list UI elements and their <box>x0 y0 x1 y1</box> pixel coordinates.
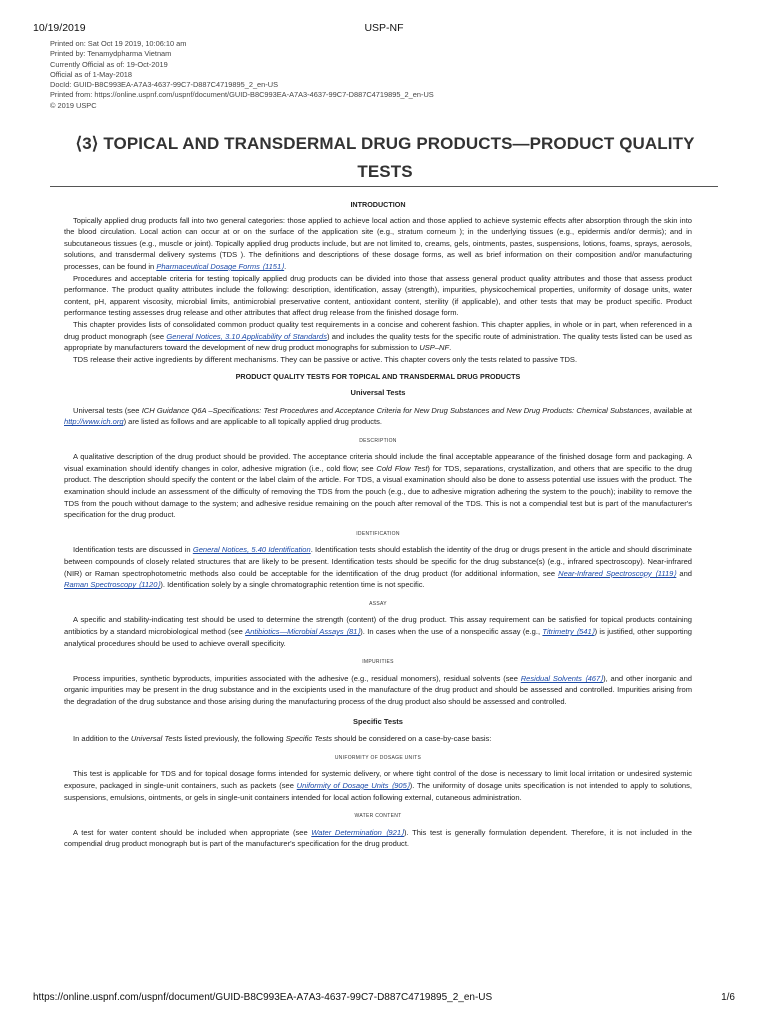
paragraph: A qualitative description of the drug product should be provided. The acceptance criteria should include the final acceptable appearance of the finished dosage form and packaging. A visual examination should identify changes in color, adhesive migration (i.e., cold flow; see Cold Flow Test) for TDS, separations, crystallization, and others that are specific to the drug product. The description should specify the content or the label claim of the article. For TDS, a visual examination should also be done to assess potential use issues with the product. The examination should include an assessment of the difficulty of removing the TDS from the pouch (e.g., due to adhesive migration adhering the system to the pouch); inability to remove the TDS from the pouch without damage to the system; and adhesive residue remaining on the pouch after removal of the TDS. This is not a compendial test but is part of the manufacturer's specification for the drug product. <box>64 452 692 520</box>
label-description: DESCRIPTION <box>359 437 397 444</box>
chapter-body <box>64 199 692 850</box>
link-water-determination[interactable]: Water Determination ⟨921⟩ <box>311 827 404 837</box>
paragraph: Identification tests are discussed in General Notices, 5.40 Identification. Identification tests should establish the identity of the drug or drugs present in the article and should discriminate between compounds of closely related structures that are likely to be present. Identification tests should be specific for the drug substance(s) (e.g., infrared spectroscopy). Near-infrared (NIR) or Raman spectrophotometric methods also could be acceptable for the identification of the drug product (for additional information, see Near-Infrared Spectroscopy ⟨1119⟩ and Raman Spectroscopy ⟨1120⟩). Identification solely by a single chromatographic retention time is not specific. <box>64 545 692 590</box>
chapter-title <box>50 130 720 186</box>
link-near-infrared-spectroscopy[interactable]: Near-Infrared Spectroscopy ⟨1119⟩ <box>558 568 677 578</box>
chapter-title-line1: ⟨3⟩ TOPICAL AND TRANSDERMAL DRUG PRODUCTS—PRODUCT QUALITY <box>75 134 695 153</box>
link-raman-spectroscopy[interactable]: Raman Spectroscopy ⟨1120⟩ <box>64 580 161 590</box>
meta-printed-by: Printed by: Tenamydpharma Vietnam <box>50 49 172 59</box>
link-applicability-of-standards[interactable]: General Notices, 3.10 Applicability of Standards <box>166 331 327 341</box>
link-antibiotics-microbial-assays[interactable]: Antibiotics—Microbial Assays ⟨81⟩ <box>245 627 361 636</box>
meta-currently-official: Currently Official as of: 19-Oct-2019 <box>50 59 168 69</box>
paragraph: Process impurities, synthetic byproducts, impurities associated with the adhesive (e.g., residual monomers), residual solvents (see Residual Solvents ⟨467⟩), and other inorganic and organic impurities may be present in the drug substance and in the excipients used in the manufacture of the drug product and should be assessed and controlled. Impurities arising from the degradation of the drug substance and those arising during the manufacturing process of the drug product also should be assessed and controlled. <box>64 673 692 706</box>
label-water-content: WATER CONTENT <box>354 813 402 820</box>
paragraph: A test for water content should be included when appropriate (see Water Determination ⟨921⟩). This test is generally formulation dependent. Therefore, it is not included in the compendial drug product monograph but is part of the manufacturer's specification for the drug product. <box>64 827 692 849</box>
site-title: USP-NF <box>364 22 404 34</box>
meta-copyright: © 2019 USPC <box>50 100 97 110</box>
paragraph: This test is applicable for TDS and for topical dosage forms intended for systemic delivery, or where tight control of the dose is necessary to limit local irritation or undesired systemic exposure, packaged in single-unit containers, such as packets (see Uniformity of Dosage Units ⟨905⟩). The uniformity of dosage units specification is not intended to apply to solutions, suspensions, emulsions, ointments, or gels in single-unit containers intended for local action following external, cutaneous administration. <box>64 769 692 802</box>
meta-docid: DocId: GUID-B8C993EA-A7A3-4637-99C7-D887C4719895_2_en-US <box>50 80 279 90</box>
paragraph: TDS release their active ingredients by different mechanisms. They can be passive or active. This chapter covers only the tests related to passive TDS. <box>73 354 578 364</box>
label-identification: IDENTIFICATION <box>356 530 400 537</box>
label-impurities: IMPURITIES <box>362 659 394 666</box>
print-metadata <box>50 39 434 111</box>
footer-url: https://online.uspnf.com/uspnf/document/GUID-B8C993EA-A7A3-4637-99C7-D887C4719895_2_en-US <box>33 992 493 1003</box>
title-divider <box>50 186 718 187</box>
paragraph: This chapter provides lists of consolidated common product quality test requirements in a concise and coherent fashion. This chapter applies, in whole or in part, when referenced in a drug product monograph (see General Notices, 3.10 Applicability of Standards) and includes the quality tests for the specific route of administration. The quality tests listed can be used as appropriate by manufacturers toward the development of new drug product monographs for submission to USP–NF. <box>64 319 692 353</box>
link-general-notices-identification[interactable]: General Notices, 5.40 Identification <box>192 545 311 555</box>
print-date: 10/19/2019 <box>33 22 86 34</box>
link-ich-website[interactable]: http://www.ich.org <box>64 417 124 427</box>
label-uniformity-of-dosage-units: UNIFORMITY OF DOSAGE UNITS <box>334 754 422 761</box>
label-assay: ASSAY <box>369 600 387 607</box>
section-heading-introduction: INTRODUCTION <box>350 200 406 209</box>
meta-official-as-of: Official as of 1-May-2018 <box>50 69 133 79</box>
section-heading-product-quality-tests: PRODUCT QUALITY TESTS FOR TOPICAL AND TRANSDERMAL DRUG PRODUCTS <box>235 372 521 382</box>
page-number: 1/6 <box>721 992 735 1003</box>
paragraph: A specific and stability-indicating test should be used to determine the strength (content) of the drug product. This assay requirement can be satisfied for topical products containing antibiotics by a standard microbiological method (see Antibiotics—Microbial Assays ⟨81⟩). In cases when the use of a nonspecific assay (e.g., Titrimetry ⟨541⟩) is justified, other supporting analytical procedures should be used to achieve overall specificity. <box>64 615 693 648</box>
subheading-universal-tests: Universal Tests <box>350 387 406 397</box>
chapter-title-line2: TESTS <box>357 162 413 181</box>
meta-printed-on: Printed on: Sat Oct 19 2019, 10:06:10 am <box>50 39 187 48</box>
link-residual-solvents[interactable]: Residual Solvents ⟨467⟩ <box>520 673 604 683</box>
meta-printed-from: Printed from: https://online.uspnf.com/uspnf/document/GUID-B8C993EA-A7A3-4637-99C7-D887C4719895_2_en-US <box>50 90 434 100</box>
page-header <box>0 22 768 36</box>
paragraph: Procedures and acceptable criteria for testing topically applied drug products can be divided into those that assess general product quality attributes and those that assess product performance. The product quality attributes include the following: description, identification, assay (strength), impurities, physicochemical properties, uniformity of dosage units, water content, pH, apparent viscosity, microbial limits, antimicrobial preservative content, antioxidant content, sterility (if applicable), and other tests that may be product specific. Product performance testing assesses drug release and other attributes that affect drug release from the finished dosage form. <box>64 273 692 318</box>
paragraph: In addition to the Universal Tests listed previously, the following Specific Tests should be considered on a case-by-case basis: <box>73 734 492 744</box>
subheading-specific-tests: Specific Tests <box>353 716 403 726</box>
link-pharmaceutical-dosage-forms[interactable]: Pharmaceutical Dosage Forms ⟨1151⟩ <box>156 261 285 271</box>
link-uniformity-of-dosage-units[interactable]: Uniformity of Dosage Units ⟨905⟩ <box>296 780 410 790</box>
paragraph: Topically applied drug products fall into two general categories: those applied to achieve local action and those applied to achieve systemic effects after absorption through the skin into the blood circulation. Local action can occur at or on the surface of the application site (e.g., stratum corneum ); in the underlying tissues (e.g., epidermis and/or dermis); and in subcutaneous tissues (e.g., muscle or joint). Topically applied drug products include, but are not limited to, creams, gels, ointments, pastes, suspensions, lotions, foams, sprays, aerosols, solutions, and transdermal delivery systems (TDS ). The definitions and descriptions of these dosage forms, as well as brief information on their composition and/or manufacturing processes, can be found in Pharmaceutical Dosage Forms ⟨1151⟩. <box>64 215 692 271</box>
paragraph: Universal tests (see ICH Guidance Q6A –Specifications: Test Procedures and Acceptance Criteria for New Drug Substances and New Drug Products: Chemical Substances, available at http://www.ich.org) are listed as follows and are applicable to all topically applied drug products. <box>64 405 693 427</box>
link-titrimetry[interactable]: Titrimetry ⟨541⟩ <box>542 627 595 636</box>
